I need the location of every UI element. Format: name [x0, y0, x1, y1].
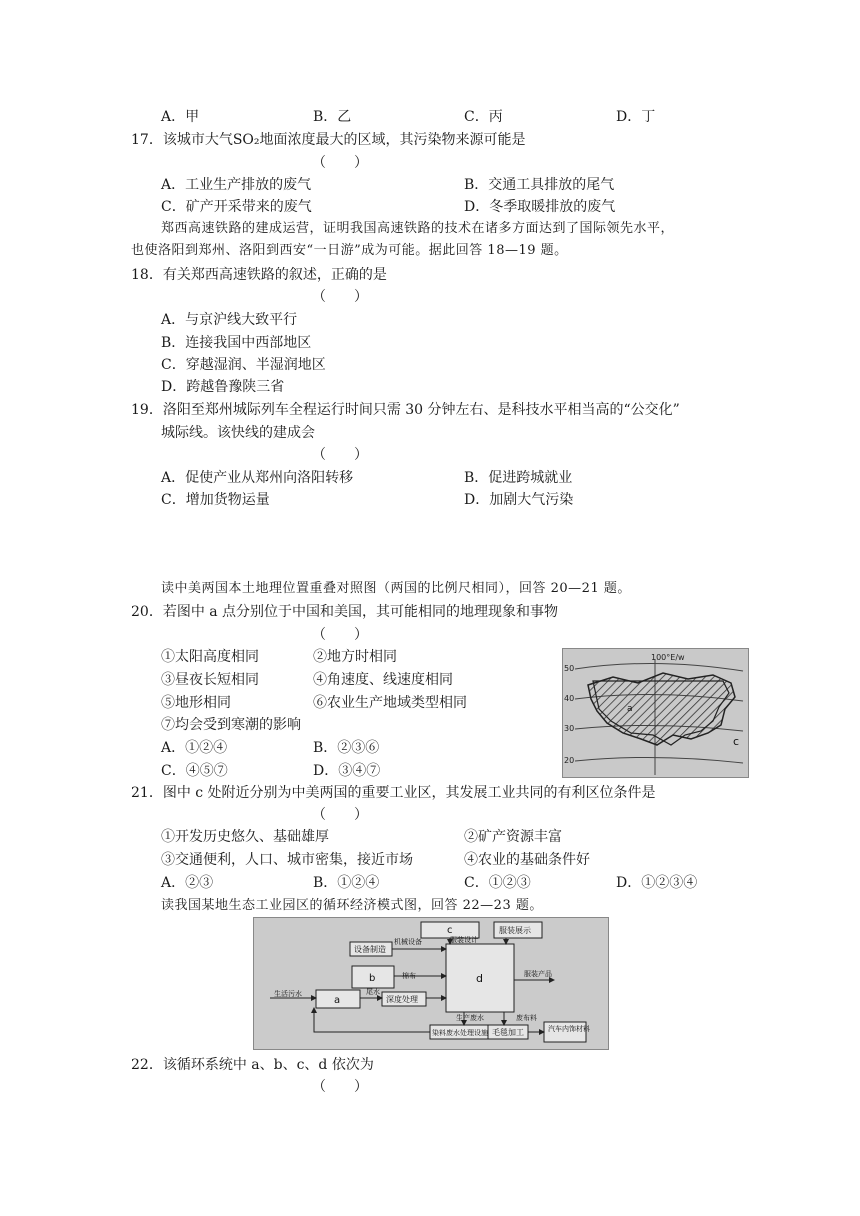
q21-option-d: D．①②③④: [616, 875, 698, 891]
q21-item-1: ①开发历史悠久、基础雄厚: [161, 829, 329, 845]
box-wool-label: 毛毯加工: [492, 1028, 524, 1037]
overlay-map-svg: [563, 649, 748, 777]
q17-option-d: D．冬季取暖排放的废气: [464, 199, 616, 215]
q20-item-1: ①太阳高度相同: [161, 649, 259, 665]
q18-stem: 18．有关郑西高速铁路的叙述，正确的是: [131, 267, 387, 283]
q20-item-7: ⑦均会受到寒潮的影响: [161, 717, 301, 733]
box-c-label: c: [447, 925, 453, 936]
q17-option-c: C．矿产开采带来的废气: [161, 199, 312, 215]
q18-option-c: C．穿越湿润、半湿润地区: [161, 357, 326, 373]
q18-answer-paren: （ ）: [312, 289, 368, 305]
longitude-label: 100°E/w: [651, 653, 685, 662]
label-prodwater: 生产废水: [456, 1014, 484, 1022]
q20-option-b: B．②③⑥: [313, 740, 380, 756]
lat-label-50: 50: [564, 664, 575, 673]
q17-option-a: A．工业生产排放的废气: [161, 177, 312, 193]
label-mech: 机械设备: [394, 938, 422, 946]
q19-option-b: B．促进跨城就业: [464, 470, 573, 486]
q17-stem: 17．该城市大气SO₂地面浓度最大的区域，其污染物来源可能是: [131, 132, 526, 148]
q19-option-c: C．增加货物运量: [161, 492, 270, 508]
q21-answer-paren: （ ）: [312, 807, 368, 823]
box-a-label: a: [334, 995, 341, 1006]
box-dye-label: 染料废水处理设施: [432, 1029, 488, 1037]
circular-economy-diagram: [253, 917, 609, 1050]
q16-option-a: A．甲: [161, 109, 200, 125]
q16-option-c: C．丙: [464, 109, 503, 125]
label-waste: 废布料: [516, 1014, 537, 1022]
lat-label-20: 20: [564, 756, 575, 765]
box-car-label: 汽车内饰材料: [548, 1025, 590, 1033]
q19-option-a: A．促使产业从郑州向洛阳转移: [161, 470, 354, 486]
q21-item-4: ④农业的基础条件好: [464, 852, 590, 868]
q21-item-2: ②矿产资源丰富: [464, 829, 562, 845]
q19-stem-line2: 城际线。该快线的建成会: [161, 425, 315, 441]
box-equip-label: 设备制造: [354, 945, 386, 954]
q22-stem: 22．该循环系统中 a、b、c、d 依次为: [131, 1057, 374, 1073]
q21-stem: 21．图中 c 处附近分别为中美两国的重要工业区，其发展工业共同的有利区位条件是: [131, 785, 656, 801]
q17-option-b: B．交通工具排放的尾气: [464, 177, 615, 193]
label-cloth: 棉布: [402, 972, 416, 980]
box-display-label: 服装展示: [499, 926, 531, 935]
q20-item-5: ⑤地形相同: [161, 695, 231, 711]
q20-stem: 20．若图中 a 点分别位于中国和美国，其可能相同的地理现象和事物: [131, 604, 559, 620]
label-sewage: 生活污水: [274, 990, 302, 998]
point-a-label: a: [627, 704, 633, 714]
q20-answer-paren: （ ）: [312, 627, 368, 643]
q22-answer-paren: （ ）: [312, 1079, 368, 1095]
intro-20-21: 读中美两国本土地理位置重叠对照图（两国的比例尺相同），回答 20—21 题。: [161, 581, 631, 596]
point-c-label: c: [733, 735, 740, 748]
q19-option-d: D．加剧大气污染: [464, 492, 574, 508]
q21-item-3: ③交通便利，人口、城市密集，接近市场: [161, 852, 413, 868]
q16-option-b: B．乙: [313, 109, 352, 125]
diagram-svg: [254, 918, 608, 1049]
q19-stem-line1: 19．洛阳至郑州城际列车全程运行时间只需 30 分钟左右、是科技水平相当高的“公交化”: [131, 402, 680, 418]
lat-label-40: 40: [564, 694, 575, 703]
label-tail: 尾水: [366, 988, 380, 996]
q21-option-a: A．②③: [161, 875, 214, 891]
q20-option-d: D．③④⑦: [313, 763, 381, 779]
box-deep-label: 深度处理: [386, 995, 418, 1004]
lat-label-30: 30: [564, 724, 575, 733]
q20-item-4: ④角速度、线速度相同: [313, 672, 453, 688]
q18-option-b: B．连接我国中西部地区: [161, 335, 312, 351]
q17-answer-paren: （ ）: [312, 155, 368, 171]
q16-option-d: D．丁: [616, 109, 656, 125]
intro-22-23: 读我国某地生态工业园区的循环经济模式图，回答 22—23 题。: [161, 898, 543, 913]
q19-answer-paren: （ ）: [312, 447, 368, 463]
q21-option-b: B．①②④: [313, 875, 380, 891]
q18-option-a: A．与京沪线大致平行: [161, 312, 298, 328]
q20-item-2: ②地方时相同: [313, 649, 397, 665]
label-product: 服装产品: [524, 970, 552, 978]
box-d-label: d: [476, 972, 483, 985]
q20-option-a: A．①②④: [161, 740, 228, 756]
q18-option-d: D．跨越鲁豫陕三省: [161, 379, 285, 395]
q20-item-6: ⑥农业生产地域类型相同: [313, 695, 467, 711]
intro-18-19-line1: 郑西高速铁路的建成运营，证明我国高速铁路的技术在诸多方面达到了国际领先水平，: [161, 221, 675, 236]
q21-option-c: C．①②③: [464, 875, 531, 891]
overlay-map-figure: [562, 648, 749, 778]
label-design: 服装设计: [450, 936, 478, 944]
box-b-label: b: [369, 973, 376, 984]
q20-option-c: C．④⑤⑦: [161, 763, 228, 779]
q20-item-3: ③昼夜长短相同: [161, 672, 259, 688]
intro-18-19-line2: 也使洛阳到郑州、洛阳到西安“一日游”成为可能。据此回答 18—19 题。: [131, 243, 568, 258]
